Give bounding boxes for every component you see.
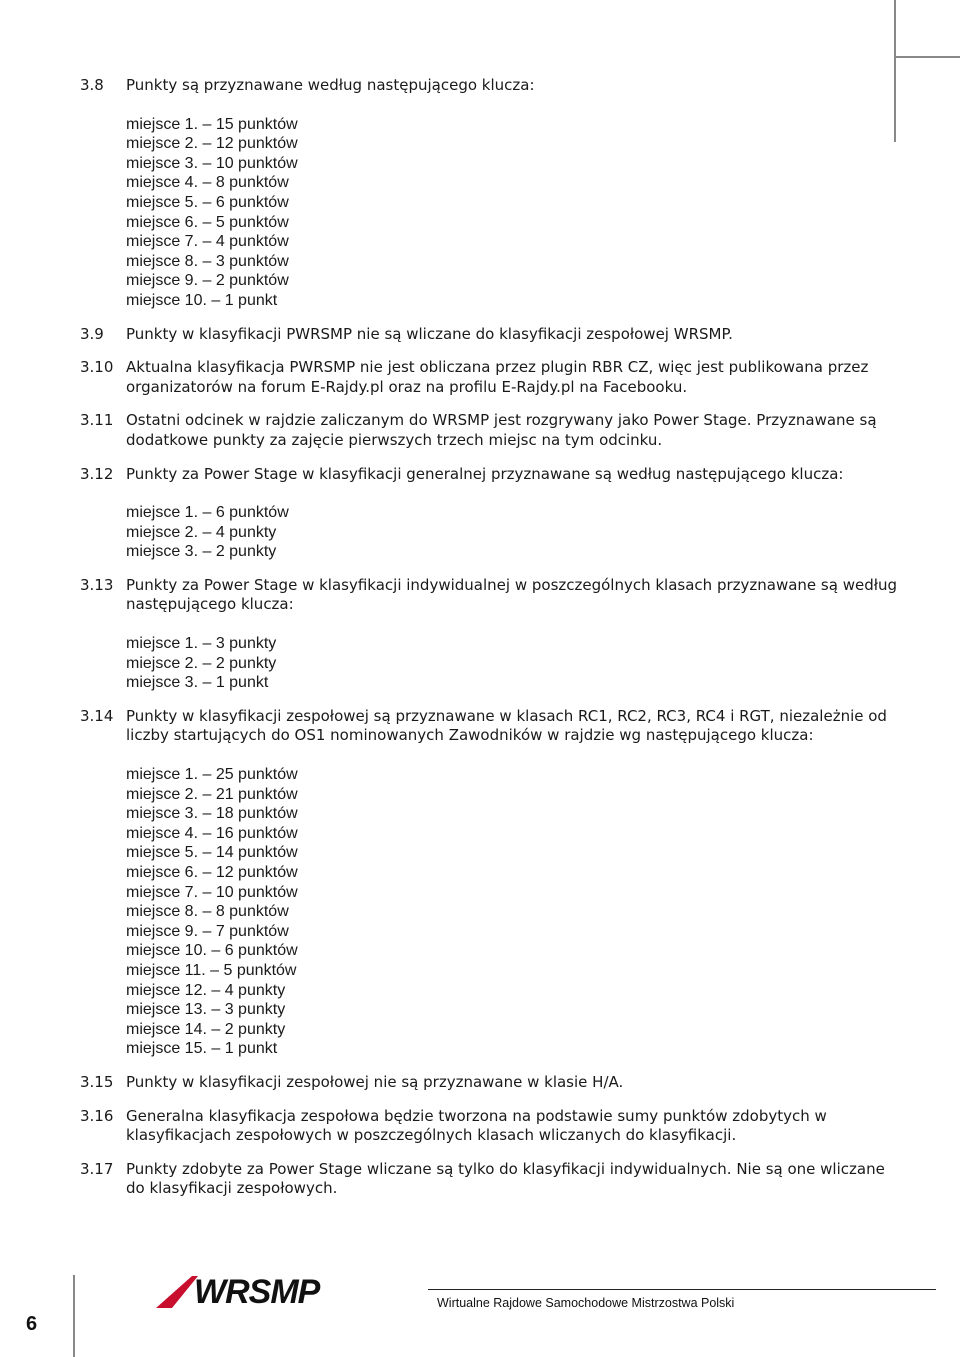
list-item: miejsce 2. – 2 punkty — [126, 654, 277, 672]
list-item: miejsce 1. – 15 punktów — [126, 115, 298, 133]
list-item: miejsce 7. – 4 punktów — [126, 233, 289, 251]
section-text: Punkty w klasyfikacji zespołowej są przyznawane w klasach RC1, RC2, RC3, RC4 i RGT, niezależnie od liczby startujących do OS1 nominowanych Zawodników w rajdzie wg następującego klucza: — [126, 706, 887, 745]
section-text: Aktualna klasyfikacja PWRSMP nie jest obliczana przez plugin RBR CZ, więc jest publikowana przez organizatorów na forum E-Rajdy.pl oraz na profilu E-Rajdy.pl na Facebooku. — [126, 358, 869, 396]
section — [80, 411, 900, 450]
list-item: miejsce 6. – 12 punktów — [126, 864, 298, 881]
list-item: miejsce 4. – 8 punktów — [126, 174, 289, 192]
section-body — [126, 707, 900, 1059]
section-number: 3.9 — [80, 324, 104, 343]
section-body — [126, 76, 900, 311]
list-item: miejsce 6. – 5 punktów — [126, 213, 289, 231]
section-number: 3.14 — [80, 706, 114, 725]
section-number: 3.17 — [80, 1159, 114, 1178]
section-body — [126, 1107, 900, 1146]
section-text: Punkty w klasyfikacji zespołowej nie są przyznawane w klasie H/A. — [126, 1072, 624, 1091]
section — [80, 358, 900, 397]
footer-rule — [428, 1289, 936, 1290]
list-item: miejsce 13. – 3 punkty — [126, 1001, 286, 1019]
points-list — [126, 634, 900, 693]
section-body — [126, 465, 900, 562]
section — [80, 76, 900, 311]
section — [80, 576, 900, 693]
section-text: Punkty za Power Stage w klasyfikacji generalnej przyznawane są według następującego klucza: — [126, 464, 844, 483]
list-item: miejsce 1. – 6 punktów — [126, 504, 289, 522]
section-text: Ostatni odcinek w rajdzie zaliczanym do WRSMP jest rozgrywany jako Power Stage. Przyznawane są dodatkowe punkty za zajęcie pierwszych trzech miejsc na tym odcinku. — [126, 411, 877, 449]
margin-rule — [73, 1275, 75, 1357]
list-item: miejsce 8. – 3 punktów — [126, 252, 289, 270]
page-footer — [150, 1270, 790, 1312]
section-body — [126, 411, 900, 450]
crop-mark-horizontal — [894, 56, 960, 58]
section-body — [126, 1160, 900, 1199]
section-body — [126, 325, 900, 345]
list-item: miejsce 12. – 4 punkty — [126, 981, 286, 999]
section — [80, 1073, 900, 1093]
regulations-content — [80, 76, 900, 1213]
list-item: miejsce 3. – 2 punkty — [126, 543, 277, 561]
section — [80, 325, 900, 345]
list-item: miejsce 9. – 7 punktów — [126, 922, 289, 940]
section-body — [126, 1073, 900, 1093]
list-item: miejsce 5. – 6 punktów — [126, 193, 289, 211]
section-number: 3.10 — [80, 358, 114, 377]
list-item: miejsce 2. – 12 punktów — [126, 135, 298, 153]
list-item: miejsce 10. – 6 punktów — [126, 942, 298, 960]
section-number: 3.15 — [80, 1072, 114, 1091]
section-text: Punkty za Power Stage w klasyfikacji indywidualnej w poszczególnych klasach przyznawane są według następującego klucza: — [126, 575, 898, 614]
page-number: 6 — [26, 1313, 38, 1335]
list-item: miejsce 9. – 2 punktów — [126, 272, 289, 290]
section — [80, 465, 900, 562]
list-item: miejsce 3. – 10 punktów — [126, 154, 298, 172]
list-item: miejsce 15. – 1 punkt — [126, 1040, 278, 1058]
list-item: miejsce 10. – 1 punkt — [126, 291, 278, 309]
section — [80, 1160, 900, 1199]
list-item: miejsce 14. – 2 punkty — [126, 1020, 286, 1038]
list-item: miejsce 1. – 3 punkty — [126, 635, 277, 653]
section-body — [126, 576, 900, 693]
section-text: Punkty zdobyte za Power Stage wliczane są tylko do klasyfikacji indywidualnych. Nie są one wliczane do klasyfikacji zespołowych. — [126, 1159, 885, 1198]
list-item: miejsce 3. – 18 punktów — [126, 805, 298, 823]
list-item: miejsce 2. – 4 punkty — [126, 523, 277, 541]
list-item: miejsce 5. – 14 punktów — [126, 844, 298, 862]
section-text: Punkty są przyznawane według następującego klucza: — [126, 76, 535, 94]
list-item: miejsce 2. – 21 punktów — [126, 785, 298, 803]
list-item: miejsce 3. – 1 punkt — [126, 674, 269, 692]
section — [80, 1107, 900, 1146]
list-item: miejsce 11. – 5 punktów — [126, 961, 297, 979]
section-number: 3.8 — [80, 76, 104, 94]
wrsmp-logo — [154, 1272, 416, 1310]
list-item: miejsce 7. – 10 punktów — [126, 883, 298, 901]
points-list — [126, 503, 900, 562]
section — [80, 707, 900, 1059]
list-item: miejsce 8. – 8 punktów — [126, 903, 289, 921]
section-number: 3.11 — [80, 411, 114, 430]
list-item: miejsce 1. – 25 punktów — [126, 766, 298, 784]
points-list — [126, 115, 900, 311]
section-text: Generalna klasyfikacja zespołowa będzie tworzona na podstawie sumy punktów zdobytych w klasyfikacjach zespołowych w poszczególnych klasach wliczanych do klasyfikacji. — [126, 1106, 827, 1145]
footer-tagline: Wirtualne Rajdowe Samochodowe Mistrzostwa Polski — [437, 1296, 735, 1310]
svg-text:WRSMP: WRSMP — [194, 1273, 320, 1310]
section-number: 3.12 — [80, 464, 114, 483]
points-list — [126, 765, 900, 1059]
list-item: miejsce 4. – 16 punktów — [126, 824, 298, 842]
section-body — [126, 358, 900, 397]
section-number: 3.16 — [80, 1106, 114, 1125]
section-number: 3.13 — [80, 575, 114, 594]
section-text: Punkty w klasyfikacji PWRSMP nie są wliczane do klasyfikacji zespołowej WRSMP. — [126, 324, 733, 343]
